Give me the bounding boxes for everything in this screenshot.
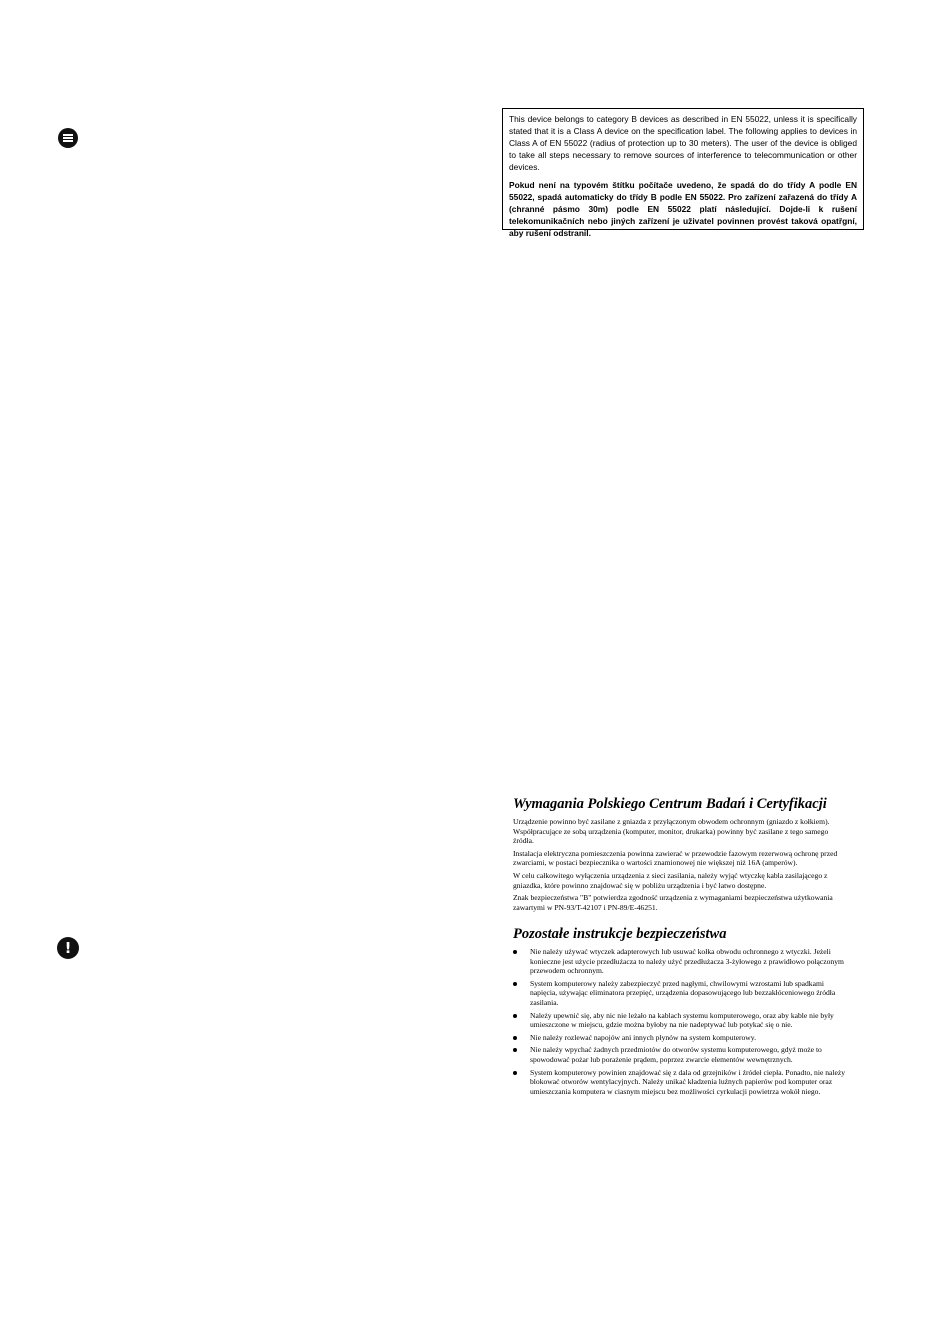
- list-item-text: Nie należy rozlewać napojów ani innych płynów na system komputerowy.: [530, 1032, 756, 1042]
- list-item-text: System komputerowy należy zabezpieczyć przed nagłymi, chwilowymi wzrostami lub spadkami napięcia, używając eliminatora przepięć, urządzenia dopasowującego lub bezzakłóceniowego źródła zasilania.: [530, 978, 836, 1007]
- en55022-notice-box: [502, 108, 864, 238]
- cert-paragraph: W celu całkowitego wyłączenia urządzenia z sieci zasilania, należy wyjąć wtyczkę kabla zasilającego z gniazdka, które powinno znajdować się w pobliżu urządzenia i być łatwo dostępne.: [513, 870, 828, 890]
- bullet-icon: [513, 982, 517, 986]
- en55022-czech-text: Pokud není na typovém štítku počítače uvedeno, že spadá do do třídy A podle EN 55022, spadá automaticky do třídy B podle EN 55022. Pro zařízení zařazená do třídy A (chranné pásmo 30m) podle EN 55022 platí následující. Dojde-li k rušení telekomunikačních nebo jiných zařízení je uživatel povinnen provést taková opatřgní, aby rušení odstranil.: [509, 180, 857, 238]
- cert-paragraph: Znak bezpieczeństwa "B" potwierdza zgodność urządzenia z wymaganiami bezpieczeństwa użytkowania zawartymi w PN-93/T-42107 i PN-89/E-46251.: [513, 893, 833, 912]
- warning-icon: !: [57, 937, 79, 959]
- bullet-icon: [513, 1071, 517, 1075]
- list-item-text: System komputerowy powinien znajdować się z dala od grzejników i źródeł ciepła. Ponadto, nie należy blokować otworów wentylacyjnych. Należy unikać kładzenia luźnych papierów pod komputer oraz umieszczania komputera w ciasnym miejscu bez możliwości cyrkulacji powietrza wokół niego.: [530, 1067, 846, 1096]
- list-item: [513, 1011, 849, 1030]
- en55022-english-text: This device belongs to category B devices as described in EN 55022, unless it is specifically stated that it is a Class A device on the specification label. The following applies to devices in Class A of EN 55022 (radius of protection up to 30 meters). The user of the device is obliged to take all steps necessary to remove sources of interference to telecommunication or other devices.: [509, 114, 857, 172]
- polish-certification-section: [513, 796, 849, 915]
- polish-safety-heading: Pozostałe instrukcje bezpieczeństwa: [513, 926, 727, 942]
- list-item-text: Należy upewnić się, aby nic nie leżało na kablach systemu komputerowego, oraz aby kable nie były umieszczone w miejscu, gdzie można byłoby na nie nadeptywać lub potykać się o nie.: [530, 1010, 834, 1030]
- list-item-text: Nie należy wpychać żadnych przedmiotów do otworów systemu komputerowego, gdyż może to spowodować pożar lub porażenie prądem, poprzez zwarcie elementów wewnętrznych.: [530, 1045, 822, 1064]
- note-icon: [58, 128, 78, 148]
- bullet-icon: [513, 1036, 517, 1040]
- list-item: [513, 947, 849, 976]
- cert-paragraph: Urządzenie powinno być zasilane z gniazda z przyłączonym obwodem ochronnym (gniazdo z kołkiem). Współpracujące ze sobą urządzenia (komputer, monitor, drukarka) powinny być zasilane z tego samego źródła.: [513, 817, 830, 846]
- list-item: [513, 1068, 849, 1097]
- list-item: [513, 1033, 849, 1043]
- list-item: [513, 979, 849, 1008]
- list-item: [513, 1045, 849, 1064]
- safety-bullet-list: [513, 947, 849, 1096]
- polish-certification-heading: Wymagania Polskiego Centrum Badań i Certyfikacji: [513, 796, 827, 812]
- bullet-icon: [513, 1048, 517, 1052]
- list-item-text: Nie należy używać wtyczek adapterowych lub usuwać kołka obwodu ochronnego z wtyczki. Jeżeli konieczne jest użycie przedłużacza to należy użyć przedłużacza 3-żyłowego z prawidłowo połączonym przewodem ochronnym.: [530, 947, 844, 976]
- bullet-icon: [513, 950, 517, 954]
- bullet-icon: [513, 1014, 517, 1018]
- polish-safety-section: [513, 926, 849, 1099]
- cert-paragraph: Instalacja elektryczna pomieszczenia powinna zawierać w przewodzie fazowym rezerwową ochronę przed zwarciami, w postaci bezpiecznika o wartości znamionowej nie większej niż 16A (amperów).: [513, 848, 838, 868]
